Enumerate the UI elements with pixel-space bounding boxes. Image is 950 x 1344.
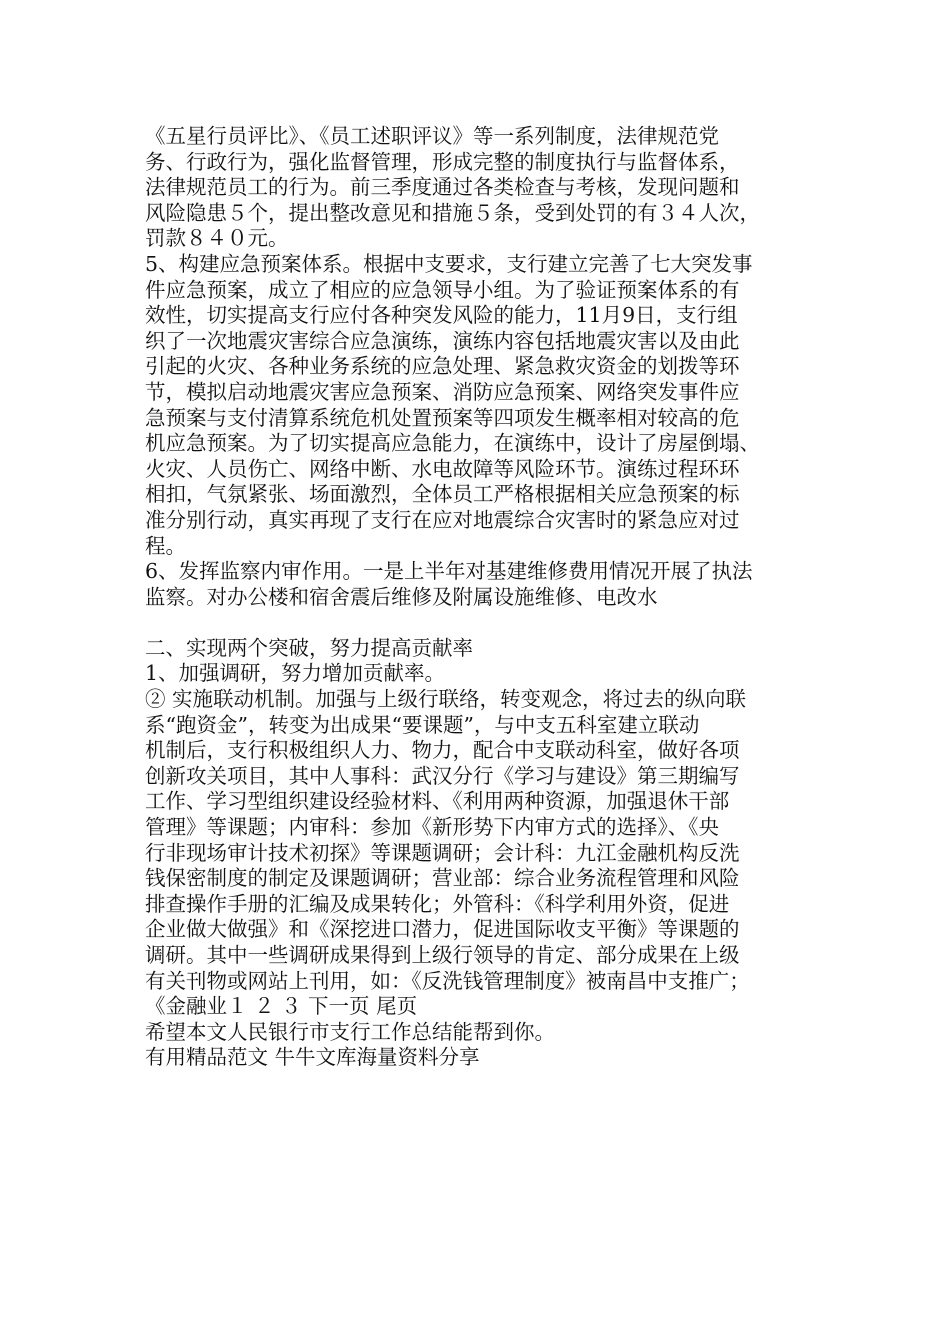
blank-line bbox=[145, 610, 825, 636]
text-line: 调研。其中一些调研成果得到上级行领导的肯定、部分成果在上级 bbox=[145, 943, 740, 967]
text-line: 行非现场审计技术初探》等课题调研；会计科：九江金融机构反洗 bbox=[145, 840, 740, 865]
footer-promo: 有用精品范文 牛牛文库海量资料分享 bbox=[145, 1045, 480, 1070]
text-line: 罚款８４０元。 bbox=[145, 226, 289, 251]
pagination-line: 《金融业１ ２ ３ 下一页 尾页 bbox=[145, 994, 418, 1019]
text-line: 6、发挥监察内审作用。一是上半年对基建维修费用情况开展了执法 bbox=[145, 559, 753, 584]
paragraph-emergency-plan bbox=[145, 252, 825, 559]
text-line: 机应急预案。为了切实提高应急能力，在演练中，设计了房屋倒塌、 bbox=[145, 431, 760, 456]
paragraph-audit bbox=[145, 559, 825, 610]
section-heading: 二、实现两个突破，努力提高贡献率 bbox=[145, 635, 473, 660]
text-line: 工作、学习型组织建设经验材料、《利用两种资源，加强退休干部 bbox=[145, 789, 730, 814]
text-line: 风险隐患５个，提出整改意见和措施５条，受到处罚的有３４人次， bbox=[145, 200, 760, 225]
text-line: 排查操作手册的汇编及成果转化；外管科：《科学利用外资，促进 bbox=[145, 891, 730, 916]
text-line: 程。 bbox=[145, 533, 186, 558]
text-line: ② 实施联动机制。加强与上级行联络，转变观念，将过去的纵向联 bbox=[145, 687, 747, 712]
text-line: 创新攻关项目，其中人事科：武汉分行《学习与建设》第三期编写 bbox=[145, 763, 740, 788]
text-line: 效性，切实提高支行应付各种突发风险的能力，11月9日，支行组 bbox=[145, 303, 738, 328]
text-line: 企业做大做强》和《深挖进口潜力，促进国际收支平衡》等课题的 bbox=[145, 917, 740, 942]
paragraph-regulations bbox=[145, 124, 825, 252]
paragraph-linkage-mechanism bbox=[145, 687, 825, 994]
text-line: 监察。对办公楼和宿舍震后维修及附属设施维修、电改水 bbox=[145, 584, 658, 609]
text-line: 准分别行动，真实再现了支行在应对地震综合灾害时的紧急应对过 bbox=[145, 507, 740, 532]
text-line: 务、行政行为，强化监督管理，形成完整的制度执行与监督体系， bbox=[145, 149, 740, 174]
text-line: 法律规范员工的行为。前三季度通过各类检查与考核，发现问题和 bbox=[145, 175, 740, 200]
document-body bbox=[145, 124, 825, 1071]
text-line: 件应急预案，成立了相应的应急领导小组。为了验证预案体系的有 bbox=[145, 277, 740, 302]
text-line: 管理》等课题；内审科：参加《新形势下内审方式的选择》、《央 bbox=[145, 815, 719, 840]
text-line: 引起的火灾、各种业务系统的应急处理、紧急救灾资金的划拨等环 bbox=[145, 354, 740, 379]
text-line: 《五星行员评比》、《员工述职评议》等一系列制度，法律规范党 bbox=[145, 124, 719, 148]
text-line: 系“跑资金”，转变为出成果“要课题”，与中支五科室建立联动 bbox=[145, 712, 700, 737]
text-line: 织了一次地震灾害综合应急演练，演练内容包括地震灾害以及由此 bbox=[145, 328, 740, 353]
closing-wish: 希望本文人民银行市支行工作总结能帮到你。 bbox=[145, 1019, 555, 1044]
text-line: 节，模拟启动地震灾害应急预案、消防应急预案、网络突发事件应 bbox=[145, 379, 740, 404]
text-line: 火灾、人员伤亡、网络中断、水电故障等风险环节。演练过程环环 bbox=[145, 456, 740, 481]
text-line: 机制后，支行积极组织人力、物力，配合中支联动科室，做好各项 bbox=[145, 738, 740, 763]
sub-heading: 1、加强调研，努力增加贡献率。 bbox=[145, 661, 446, 686]
text-line: 5、构建应急预案体系。根据中支要求，支行建立完善了七大突发事 bbox=[145, 251, 753, 276]
text-line: 急预案与支付清算系统危机处置预案等四项发生概率相对较高的危 bbox=[145, 405, 740, 430]
text-line: 有关刊物或网站上刊用，如：《反洗钱管理制度》被南昌中支推广； bbox=[145, 968, 750, 993]
text-line: 相扣，气氛紧张、场面激烈，全体员工严格根据相关应急预案的标 bbox=[145, 482, 740, 507]
text-line: 钱保密制度的制定及课题调研；营业部：综合业务流程管理和风险 bbox=[145, 866, 740, 891]
